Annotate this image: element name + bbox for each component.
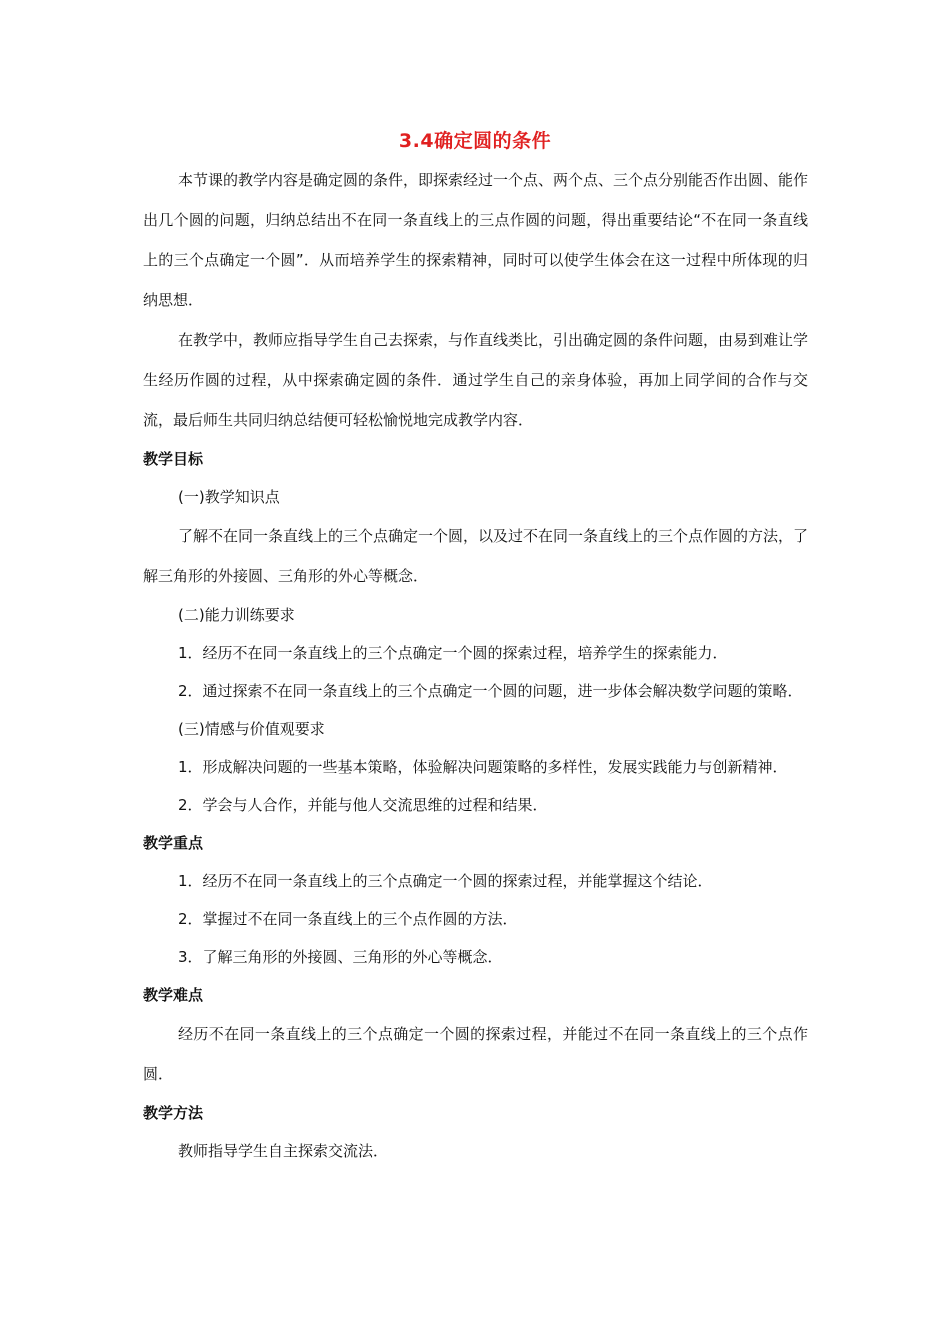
key-item-3: 3．了解三角形的外接圆、三角形的外心等概念．: [178, 948, 503, 966]
document-body: [143, 160, 808, 1170]
emotion-item-1: 1．形成解决问题的一些基本策略，体验解决问题策略的多样性，发展实践能力与创新精神．: [178, 758, 788, 776]
key-item-1: 1．经历不在同一条直线上的三个点确定一个圆的探索过程，并能掌握这个结论．: [178, 872, 713, 890]
knowledge-text: 了解不在同一条直线上的三个点确定一个圆，以及过不在同一条直线上的三个点作圆的方法，了解三角形的外接圆、三角形的外心等概念．: [143, 527, 809, 585]
subheading-ability: (二)能力训练要求: [178, 606, 295, 624]
section-heading-method: 教学方法: [143, 1104, 204, 1122]
key-item-2: 2．掌握过不在同一条直线上的三个点作圆的方法．: [178, 910, 518, 928]
page-title: 3.4确定圆的条件: [398, 130, 552, 152]
intro-paragraph-2: 在教学中，教师应指导学生自己去探索，与作直线类比，引出确定圆的条件问题，由易到难让学生经历作圆的过程，从中探索确定圆的条件．通过学生自己的亲身体验，再加上同学间的合作与交流，最后师生共同归纳总结便可轻松愉悦地完成教学内容．: [143, 331, 809, 429]
intro-paragraph-1: 本节课的教学内容是确定圆的条件，即探索经过一个点、两个点、三个点分别能否作出圆、能作出几个圆的问题，归纳总结出不在同一条直线上的三点作圆的问题，得出重要结论“不在同一条直线上的三个点确定一个圆”．从而培养学生的探索精神，同时可以使学生体会在这一过程中所体现的归纳思想．: [143, 171, 809, 309]
section-heading-difficulty: 教学难点: [143, 986, 204, 1004]
difficulty-text: 经历不在同一条直线上的三个点确定一个圆的探索过程，并能过不在同一条直线上的三个点作圆．: [143, 1025, 808, 1083]
emotion-item-2: 2．学会与人合作，并能与他人交流思维的过程和结果．: [178, 796, 548, 814]
ability-item-1: 1．经历不在同一条直线上的三个点确定一个圆的探索过程，培养学生的探索能力．: [178, 644, 728, 662]
subheading-emotion: (三)情感与价值观要求: [178, 720, 325, 738]
section-heading-goals: 教学目标: [143, 450, 204, 468]
section-heading-key: 教学重点: [143, 834, 204, 852]
ability-item-2: 2．通过探索不在同一条直线上的三个点确定一个圆的问题，进一步体会解决数学问题的策略．: [178, 682, 803, 700]
subheading-knowledge: (一)教学知识点: [178, 488, 280, 506]
method-text: 教师指导学生自主探索交流法．: [178, 1142, 389, 1160]
